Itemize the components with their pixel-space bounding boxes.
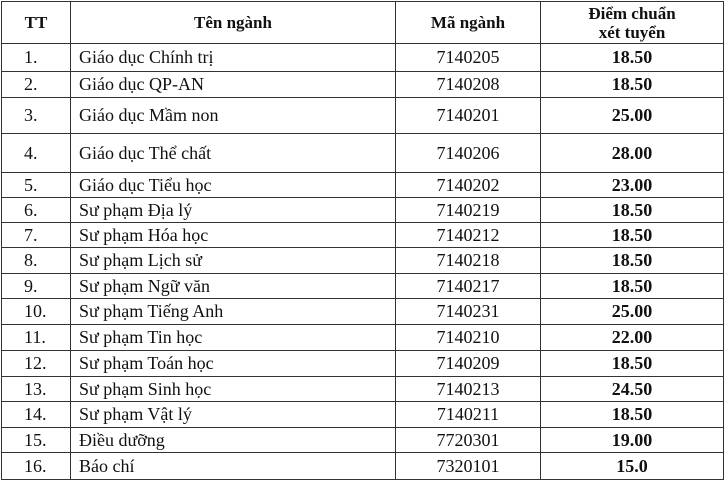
admission-score: 25.00 (541, 299, 724, 325)
admission-score: 18.50 (541, 248, 724, 274)
table-row (2, 98, 724, 134)
program-code: 7140212 (396, 223, 541, 248)
table-row (2, 44, 724, 72)
header-score (541, 2, 724, 44)
program-code: 7140208 (396, 72, 541, 98)
table-row (2, 134, 724, 173)
program-code: 7720301 (396, 428, 541, 453)
header-score-line-2: xét tuyển (598, 22, 666, 42)
table-row (2, 377, 724, 402)
program-name: Sư phạm Tin học (71, 325, 396, 351)
program-name: Sư phạm Toán học (71, 351, 396, 377)
program-code: 7140219 (396, 198, 541, 223)
row-number: 1. (2, 44, 71, 72)
row-number: 12. (2, 351, 71, 377)
program-code: 7140217 (396, 274, 541, 299)
program-name: Sư phạm Tiếng Anh (71, 299, 396, 325)
program-name: Sư phạm Hóa học (71, 223, 396, 248)
row-number: 15. (2, 428, 71, 453)
program-code: 7140202 (396, 173, 541, 198)
header-tt: TT (2, 2, 71, 44)
program-name: Giáo dục Mầm non (71, 98, 396, 134)
program-name: Sư phạm Lịch sử (71, 248, 396, 274)
table-row (2, 453, 724, 480)
row-number: 11. (2, 325, 71, 351)
table-row (2, 325, 724, 351)
row-number: 10. (2, 299, 71, 325)
admission-score: 18.50 (541, 274, 724, 299)
program-name: Sư phạm Sinh học (71, 377, 396, 402)
program-name: Giáo dục Chính trị (71, 44, 396, 72)
program-name: Sư phạm Vật lý (71, 402, 396, 428)
table-row (2, 248, 724, 274)
row-number: 2. (2, 72, 71, 98)
admission-score: 18.50 (541, 198, 724, 223)
table-row (2, 72, 724, 98)
program-code: 7140209 (396, 351, 541, 377)
table-row (2, 428, 724, 453)
row-number: 6. (2, 198, 71, 223)
program-code: 7140210 (396, 325, 541, 351)
program-name: Sư phạm Ngữ văn (71, 274, 396, 299)
admission-score: 28.00 (541, 134, 724, 173)
header-score-line-1: Điểm chuẩn (588, 3, 676, 23)
admission-score: 18.50 (541, 402, 724, 428)
header-name: Tên ngành (71, 2, 396, 44)
admission-score: 18.50 (541, 351, 724, 377)
program-name: Giáo dục Tiểu học (71, 173, 396, 198)
program-code: 7140231 (396, 299, 541, 325)
admission-score: 18.50 (541, 223, 724, 248)
row-number: 4. (2, 134, 71, 173)
admission-score: 15.0 (541, 453, 724, 480)
program-name: Sư phạm Địa lý (71, 198, 396, 223)
admission-score: 24.50 (541, 377, 724, 402)
program-name: Giáo dục QP-AN (71, 72, 396, 98)
table-row (2, 173, 724, 198)
admission-score: 19.00 (541, 428, 724, 453)
program-code: 7320101 (396, 453, 541, 480)
admission-scores-table (1, 1, 724, 480)
program-code: 7140201 (396, 98, 541, 134)
admission-score: 22.00 (541, 325, 724, 351)
program-code: 7140206 (396, 134, 541, 173)
admission-score: 23.00 (541, 173, 724, 198)
row-number: 5. (2, 173, 71, 198)
admission-score: 18.50 (541, 72, 724, 98)
row-number: 3. (2, 98, 71, 134)
program-code: 7140205 (396, 44, 541, 72)
program-name: Báo chí (71, 453, 396, 480)
program-code: 7140211 (396, 402, 541, 428)
table-row (2, 299, 724, 325)
row-number: 9. (2, 274, 71, 299)
program-name: Giáo dục Thể chất (71, 134, 396, 173)
row-number: 13. (2, 377, 71, 402)
admission-score: 18.50 (541, 44, 724, 72)
row-number: 14. (2, 402, 71, 428)
program-code: 7140218 (396, 248, 541, 274)
table-body (2, 44, 724, 480)
table-row (2, 223, 724, 248)
program-code: 7140213 (396, 377, 541, 402)
row-number: 8. (2, 248, 71, 274)
table-header-row (2, 2, 724, 44)
table-row (2, 198, 724, 223)
header-code: Mã ngành (396, 2, 541, 44)
row-number: 16. (2, 453, 71, 480)
table-row (2, 274, 724, 299)
program-name: Điều dưỡng (71, 428, 396, 453)
row-number: 7. (2, 223, 71, 248)
admission-score: 25.00 (541, 98, 724, 134)
table-row (2, 351, 724, 377)
table-row (2, 402, 724, 428)
